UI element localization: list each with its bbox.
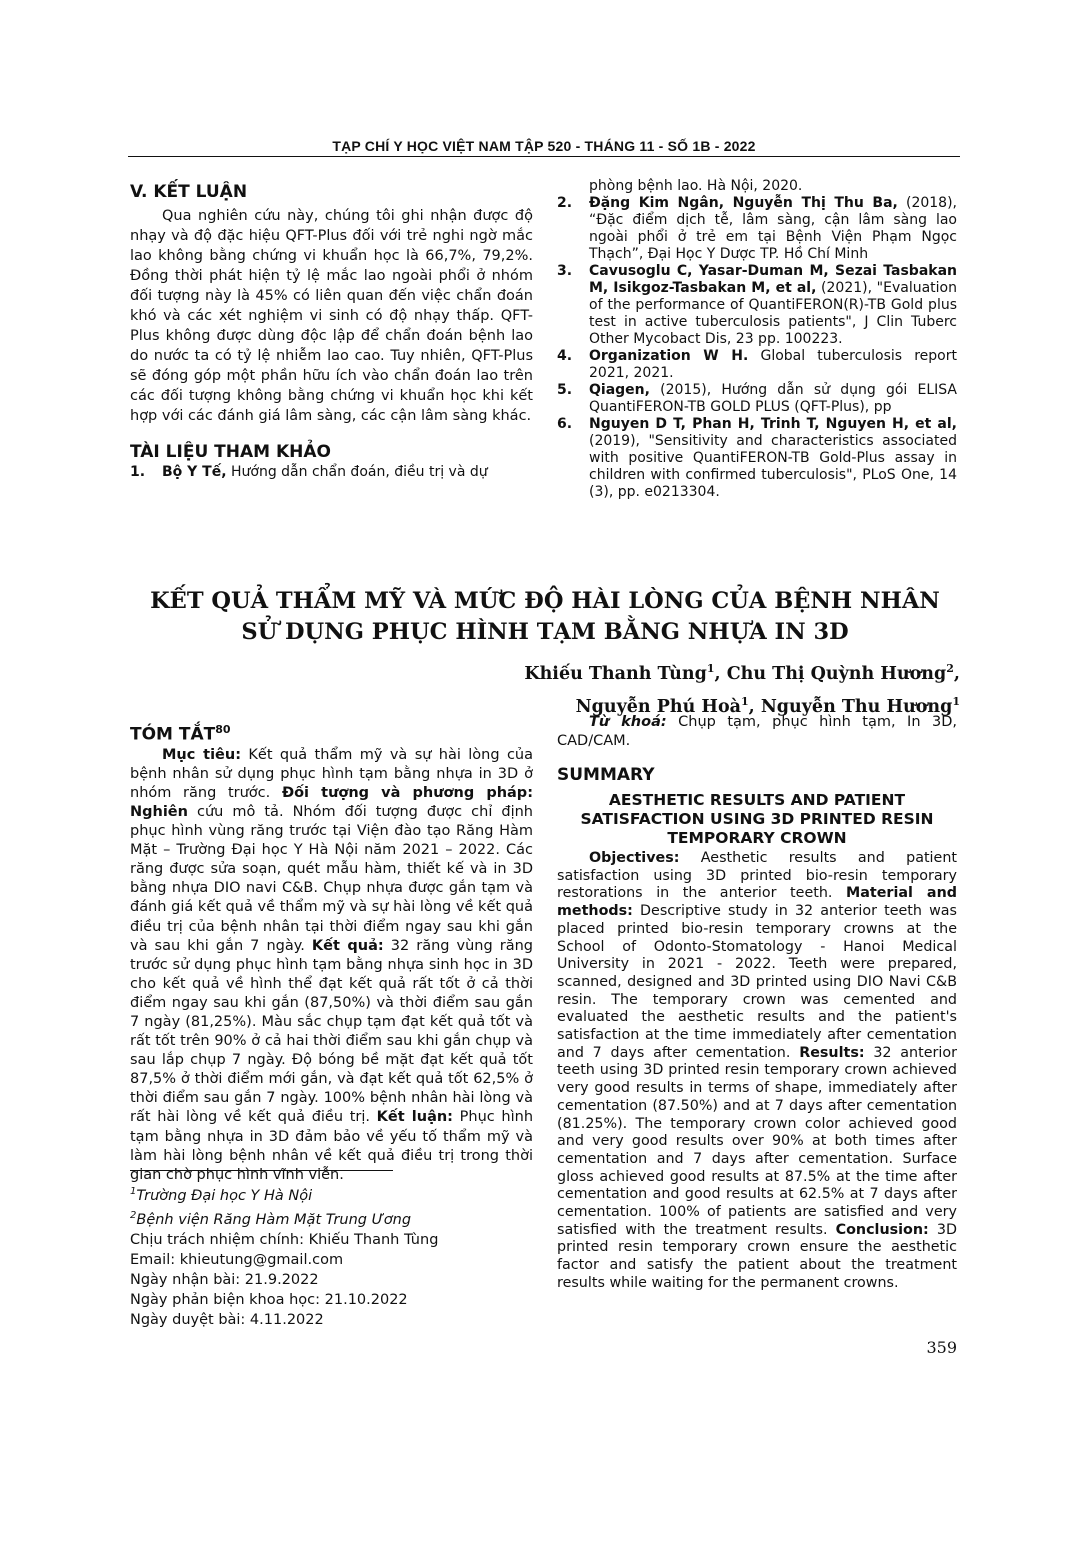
author-separator: , — [748, 696, 761, 717]
summary-text: Descriptive study in 32 anterior teeth was placed printed bio-resin temporary crowns at the School of Odonto-Stomatology - Hanoi Medical University in 2021 - 2022. Teeth were prepared, scanned, designed and 3D printed using DIO Navi C&B resin. The temporary crown was cemented and evaluated the aesthetic results and the patient's satisfaction at the time immediately after cementation and 7 days after cementation. — [557, 903, 957, 1061]
author-affiliation-mark: 1 — [952, 694, 960, 708]
affiliation-1 — [130, 1182, 533, 1206]
corresponding-author: Chịu trách nhiệm chính: Khiếu Thanh Tùng — [130, 1231, 439, 1248]
conclusion-section — [130, 180, 533, 481]
reference-authors: Đặng Kim Ngân, Nguyễn Thị Thu Ba, — [589, 195, 898, 211]
summary-title: AESTHETIC RESULTS AND PATIENT SATISFACTION USING 3D PRINTED RESIN TEMPORARY CROWN — [580, 791, 934, 847]
reference-item — [557, 416, 957, 501]
reference-text: (2015), Hướng dẫn sử dụng gói ELISA QuantiFERON-TB GOLD PLUS (QFT-Plus), pp — [589, 382, 957, 415]
author-list — [524, 655, 960, 721]
article-title-line: KẾT QUẢ THẨM MỸ VÀ MỨC ĐỘ HÀI LÒNG CỦA BỆNH NHÂN — [150, 588, 940, 614]
references-heading: TÀI LIỆU THAM KHẢO — [130, 442, 331, 462]
abstract-heading-footnote-mark: 80 — [215, 723, 231, 736]
reference-authors: Bộ Y Tế, — [162, 464, 227, 480]
reference-authors: Qiagen, — [589, 382, 650, 398]
reference-number: 6. — [557, 416, 573, 432]
reference-text: (2019), "Sensitivity and characteristics associated with positive QuantiFERON-TB Gold-Plus assay in children with confirmed tuberculosis", PLoS One, 14 (3), pp. e0213304. — [589, 433, 957, 500]
summary-label: Material and methods: — [557, 885, 957, 920]
abstract-text: Phục hình tạm bằng nhựa in 3D đảm bảo về yếu tố thẩm mỹ và làm hài lòng bệnh nhân về kết quả điều trị trong thời gian chờ phục hình vĩnh viễn. — [130, 1109, 534, 1183]
reference-authors: Cavusoglu C, Yasar-Duman M, Sezai Tasbakan M, Isikgoz-Tasbakan M, et al, — [589, 263, 957, 296]
abstract-text: cứu mô tả. Nhóm đối tượng được chỉ định phục hình vùng răng trước tại Viện đào tạo Răng Hàm Mặt – Trường Đại học Y Hà Nội năm 2021 – 2022. Các răng được sửa soạn, quét mẫu hàm, thiết kế và in 3D bằng nhựa DIO navi C&B. Chụp nhựa được gắn tạm và đánh giá kết quả về thẩm mỹ và sự hài lòng về kết quả điều trị của bệnh nhân tại thời điểm ngay sau khi gắn và sau khi gắn 7 ngày. — [130, 803, 533, 954]
summary-label: Objectives: — [589, 850, 680, 866]
reference-number: 3. — [557, 263, 573, 279]
summary-label: Conclusion: — [835, 1221, 929, 1238]
abstract-heading — [130, 718, 533, 747]
references-list-right — [557, 178, 957, 501]
abstract-text: 32 răng vùng răng trước sử dụng phục hình tạm bằng nhựa sinh học in 3D cho kết quả về hình thể đạt kết quả rất tốt ở cả thời điểm ngay sau khi gắn (87,50%) và thời điểm sau gắn 7 ngày (81,25%). Màu sắc chụp tạm đạt kết quả tốt và rất tốt trên 90% ở cả hai thời điểm sau khi gắn chụp và sau lắp chụp 7 ngày. Độ bóng bề mặt đạt kết quả tốt 87,5% ở thời điểm mới gắn, và đạt kết quả tốt 62,5% ở thời điểm sau gắn 7 ngày. 100% bệnh nhân hài lòng và rất hài lòng về kết quả điều trị. — [130, 937, 533, 1126]
reference-item — [130, 464, 533, 481]
summary-heading: SUMMARY — [557, 765, 655, 785]
reference-item — [557, 178, 957, 195]
author-affiliation-mark: 1 — [740, 694, 749, 708]
keywords-label: Từ khoá: — [589, 714, 667, 730]
affiliation-mark: 2 — [130, 1209, 137, 1221]
conclusion-text: Qua nghiên cứu này, chúng tôi ghi nhận được độ nhạy và độ đặc hiệu QFT-Plus đối với trẻ nghi ngờ mắc lao không bằng chứng vi khuẩn học là 66,7%, 79,2%. Đồng thời phát hiện tỷ lệ mắc lao ngoài phổi ở nhóm đối tượng này là 45% có liên quan đến việc chẩn đoán khó và các xét nghiệm vi sinh có độ nhạy thấp. QFT-Plus không được dùng độc lập để chẩn đoán bệnh lao do nước ta có tỷ lệ nhiễm lao cao. Tuy nhiên, QFT-Plus sẽ đóng góp một phần hữu ích vào chẩn đoán lao trên các đối tượng không bằng chứng vi khuẩn học khi kết hợp với các đánh giá lâm sàng, các cận lâm sàng khác. — [130, 208, 533, 424]
abstract-label: Đối tượng và phương pháp: Nghiên — [130, 784, 533, 820]
references-continued — [557, 178, 957, 501]
reference-text: (2021), "Evaluation of the performance of QuantiFERON(R)-TB Gold plus test in active tuberculosis patients", J Clin Tuberc Other Mycobact Dis, 23 pp. 100223. — [589, 280, 957, 347]
footnote-rule — [130, 1170, 393, 1171]
summary-text: 3D printed resin temporary crown ensure the aesthetic factor and satisfy the patient about the treatment results while waiting for the permanent crowns. — [557, 1221, 957, 1291]
article-title — [110, 586, 980, 648]
abstract-vietnamese — [130, 718, 533, 1185]
reference-item — [557, 263, 957, 348]
reference-authors: Organization W H. — [589, 348, 749, 364]
reference-text: Hướng dẫn chẩn đoán, điều trị và dự — [226, 464, 488, 480]
references-list-left — [130, 464, 533, 481]
affiliation-text: Bệnh viện Răng Hàm Mặt Trung Ương — [136, 1211, 412, 1228]
reference-item — [557, 382, 957, 416]
author-separator: , — [953, 663, 960, 684]
summary-text: Aesthetic results and patient satisfaction using 3D printed bio-resin temporary restorations in the anterior teeth. — [557, 850, 957, 902]
author-name: Nguyễn Thu Hương — [760, 696, 953, 717]
article-title-line: SỬ DỤNG PHỤC HÌNH TẠM BẰNG NHỰA IN 3D — [241, 619, 849, 645]
affiliation-2 — [130, 1206, 533, 1230]
abstract-heading-text: TÓM TẮT — [130, 724, 216, 745]
reference-text: (2018), “Đặc điểm dịch tễ, lâm sàng, cận lâm sàng lao ngoài phổi ở trẻ em tại Bệnh Viện Phạm Ngọc Thạch”, Đại Học Y Dược TP. Hồ Chí Minh — [589, 195, 957, 262]
abstract-body — [130, 746, 533, 1185]
footnotes — [130, 1182, 533, 1330]
author-name: Nguyễn Phú Hoà — [575, 696, 741, 717]
abstract-label: Kết quả: — [311, 937, 384, 954]
abstract-english — [557, 713, 957, 1293]
abstract-label: Mục tiêu: — [162, 746, 242, 763]
reference-number: 2. — [557, 195, 573, 211]
keywords-text: Chụp tạm, phục hình tạm, In 3D, CAD/CAM. — [557, 714, 957, 749]
keywords — [557, 713, 957, 751]
received-date: Ngày nhận bài: 21.9.2022 — [130, 1271, 319, 1288]
author-line — [524, 655, 960, 688]
abstract-label: Kết luận: — [376, 1109, 453, 1126]
header-rule — [128, 156, 960, 157]
reference-text: phòng bệnh lao. Hà Nội, 2020. — [589, 178, 803, 194]
conclusion-heading: V. KẾT LUẬN — [130, 182, 248, 202]
author-name: Khiếu Thanh Tùng — [524, 663, 707, 684]
reference-authors: Nguyen D T, Phan H, Trinh T, Nguyen H, et al, — [589, 416, 957, 432]
author-separator: , — [714, 663, 727, 684]
affiliation-text: Trường Đại học Y Hà Nội — [136, 1187, 313, 1204]
reference-item — [557, 195, 957, 263]
author-affiliation-mark: 2 — [946, 662, 954, 675]
reference-text: Global tuberculosis report 2021, 2021. — [589, 348, 957, 381]
review-date: Ngày phản biện khoa học: 21.10.2022 — [130, 1291, 408, 1308]
reference-number: 5. — [557, 382, 573, 398]
email-line: Email: khieutung@gmail.com — [130, 1251, 344, 1268]
accepted-date: Ngày duyệt bài: 4.11.2022 — [130, 1311, 324, 1328]
page-number: 359 — [926, 1338, 957, 1357]
affiliation-mark: 1 — [130, 1186, 137, 1197]
running-head: TẠP CHÍ Y HỌC VIỆT NAM TẬP 520 - THÁNG 11 - SỐ 1B - 2022 — [332, 138, 756, 154]
summary-text: 32 anterior teeth using 3D printed resin temporary crown achieved very good results in terms of shape, immediately after cementation (87.50%) and at 7 days after cementation (81.25%). The temporary crown color achieved good and very good results over 90% at both times after cementation and 7 days after cementation. Surface gloss achieved good results at 87.5% at the time after cementation and good results at 62.5% at 7 days after cementation. 100% of patients are satisfied and very satisfied with the treatment results. — [557, 1044, 957, 1238]
reference-item — [557, 348, 957, 382]
author-affiliation-mark: 1 — [706, 662, 715, 675]
abstract-text: Kết quả thẩm mỹ và sự hài lòng của bệnh nhân sử dụng phục hình tạm bằng nhựa in 3D ở nhóm răng trước. — [130, 746, 533, 801]
summary-body — [557, 850, 957, 1293]
reference-number: 1. — [130, 464, 146, 480]
summary-label: Results: — [799, 1044, 865, 1061]
reference-number: 4. — [557, 348, 573, 364]
author-name: Chu Thị Quỳnh Hương — [726, 663, 947, 684]
